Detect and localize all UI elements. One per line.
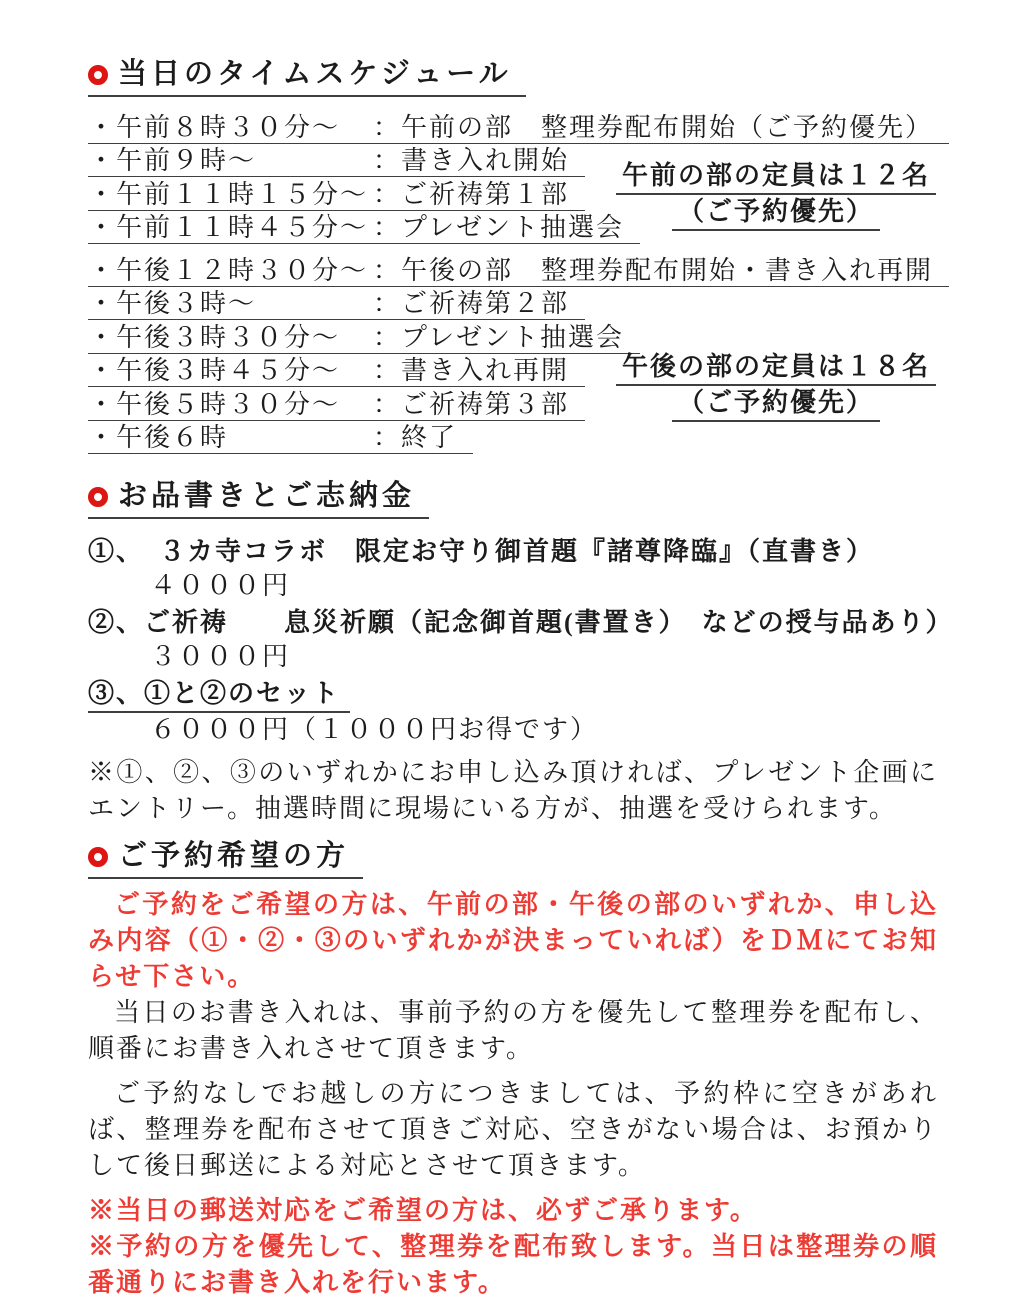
red-circle-icon bbox=[88, 847, 108, 867]
schedule-row-desc: ：ご祈祷第２部 bbox=[373, 289, 570, 319]
reservation-note-2: ※予約の方を優先して、整理券を配布致します。当日は整理券の順番通りにお書き入れを行います。 bbox=[88, 1231, 938, 1297]
afternoon-capacity-line2: （ご予約優先） bbox=[672, 386, 880, 422]
schedule-row-desc: ：午前の部 整理券配布開始（ご予約優先） bbox=[373, 112, 934, 142]
schedule-row-desc: ：書き入れ再開 bbox=[373, 356, 570, 386]
reservation-body bbox=[88, 887, 938, 1301]
section-menu bbox=[88, 479, 954, 827]
afternoon-capacity-note bbox=[616, 350, 936, 422]
schedule-heading bbox=[88, 59, 526, 97]
menu-items bbox=[88, 535, 954, 747]
menu-item-title: ③、①と②のセット bbox=[88, 677, 350, 713]
schedule-row bbox=[88, 323, 640, 354]
schedule-row-desc: ：プレゼント抽選会 bbox=[373, 213, 624, 243]
menu-item bbox=[88, 606, 954, 674]
schedule-row bbox=[88, 113, 949, 144]
section-schedule bbox=[88, 59, 938, 457]
schedule-row-time: ・午後３時４５分～ bbox=[88, 356, 341, 386]
schedule-row-time: ・午前１１時１５分～ bbox=[88, 179, 369, 209]
schedule-row bbox=[88, 423, 473, 454]
schedule-row-desc: ：ご祈祷第１部 bbox=[373, 179, 570, 209]
menu-item-price: ３０００円 bbox=[150, 641, 291, 671]
schedule-row-time: ・午後３時３０分～ bbox=[88, 322, 341, 352]
red-circle-icon bbox=[88, 487, 108, 507]
menu-heading bbox=[88, 481, 429, 519]
schedule-row-desc: ：終了 bbox=[373, 423, 458, 453]
schedule-row bbox=[88, 289, 585, 320]
schedule-row-time: ・午後３時～ bbox=[88, 289, 257, 319]
schedule-row bbox=[88, 390, 585, 421]
reservation-paragraph-2: ご予約なしでお越しの方につきましては、予約枠に空きがあれば、整理券を配布させて頂きご対応、空きがない場合は、お預かりして後日郵送による対応とさせて頂きます。 bbox=[88, 1078, 938, 1180]
menu-item-title: ②、ご祈祷 息災祈願（記念御首題(書置き） などの授与品あり） bbox=[88, 607, 954, 637]
schedule-heading-text: 当日のタイムスケジュール bbox=[118, 58, 512, 90]
morning-capacity-line2: （ご予約優先） bbox=[672, 195, 880, 231]
schedule-row bbox=[88, 356, 585, 387]
schedule-row bbox=[88, 146, 585, 177]
menu-item-price: ６０００円（１０００円お得です） bbox=[150, 714, 599, 744]
reservation-note-1: ※当日の郵送対応をご希望の方は、必ずご承ります。 bbox=[88, 1195, 758, 1225]
schedule-row-time: ・午前８時３０分～ bbox=[88, 112, 341, 142]
menu-item bbox=[88, 677, 938, 747]
schedule-row bbox=[88, 213, 640, 244]
schedule-afternoon-block bbox=[88, 256, 938, 457]
reservation-heading bbox=[88, 841, 363, 879]
menu-heading-text: お品書きとご志納金 bbox=[118, 479, 416, 512]
red-circle-icon bbox=[88, 65, 108, 85]
schedule-row-desc: ：ご祈祷第３部 bbox=[373, 389, 570, 419]
schedule-row-time: ・午後１２時３０分～ bbox=[88, 255, 369, 285]
schedule-morning-block bbox=[88, 113, 938, 247]
schedule-row bbox=[88, 256, 949, 287]
schedule-row-desc: ：プレゼント抽選会 bbox=[373, 322, 624, 352]
afternoon-capacity-line1: 午後の部の定員は１８名 bbox=[616, 350, 936, 386]
morning-capacity-note bbox=[616, 159, 936, 231]
morning-capacity-line1: 午前の部の定員は１２名 bbox=[616, 159, 936, 195]
schedule-row-time: ・午後５時３０分～ bbox=[88, 389, 341, 419]
reservation-heading-text: ご予約希望の方 bbox=[118, 839, 350, 872]
menu-item-price: ４０００円 bbox=[150, 570, 291, 600]
schedule-row-time: ・午前９時～ bbox=[88, 146, 257, 176]
reservation-red-paragraph: ご予約をご希望の方は、午前の部・午後の部のいずれか、申し込み内容（①・②・③のいずれかが決まっていれば）をＤＭにてお知らせ下さい。 bbox=[88, 889, 938, 991]
menu-item bbox=[88, 535, 938, 603]
schedule-row-desc: ：午後の部 整理券配布開始・書き入れ再開 bbox=[373, 255, 934, 285]
menu-item-title: ①、 ３カ寺コラボ 限定お守り御首題『諸尊降臨』（直書き） bbox=[88, 536, 875, 566]
menu-note: ※①、②、③のいずれかにお申し込み頂ければ、プレゼント企画にエントリー。抽選時間に現場にいる方が、抽選を受けられます。 bbox=[88, 757, 938, 823]
reservation-paragraph-1: 当日のお書き入れは、事前予約の方を優先して整理券を配布し、順番にお書き入れさせて頂きます。 bbox=[88, 997, 938, 1063]
schedule-row-time: ・午前１１時４５分～ bbox=[88, 213, 369, 243]
schedule-row-desc: ：書き入れ開始 bbox=[373, 146, 570, 176]
schedule-row-time: ・午後６時 bbox=[88, 423, 229, 453]
section-reservation bbox=[88, 841, 938, 1301]
schedule-row bbox=[88, 180, 585, 211]
